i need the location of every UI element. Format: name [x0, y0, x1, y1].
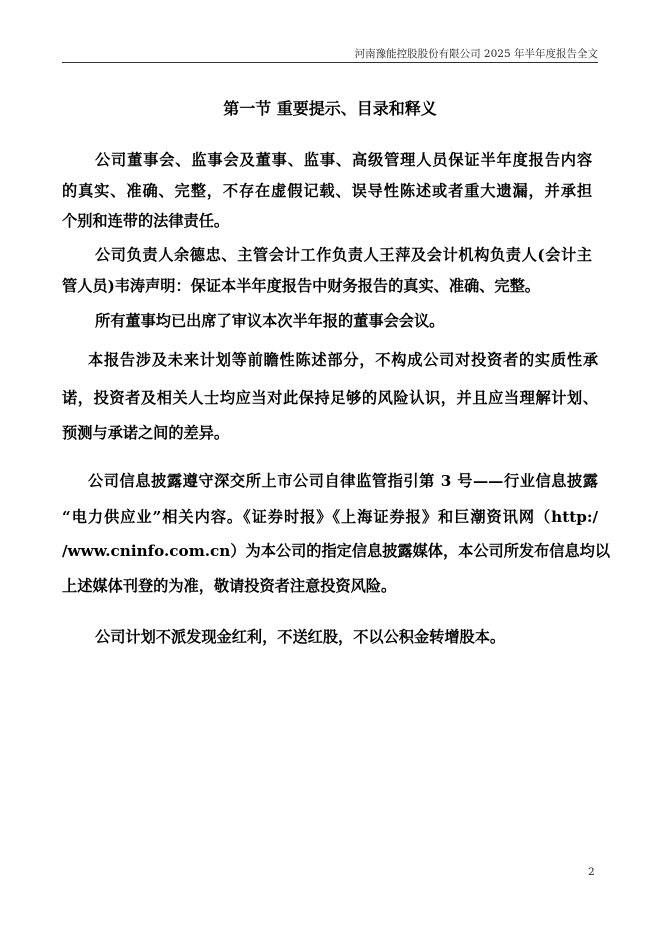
paragraph-line: “电力供应业”相关内容。《证券时报》《上海证券报》和巨潮资讯网（http:/ — [62, 508, 598, 526]
running-header: 河南豫能控股股份有限公司 2025 年半年度报告全文 — [354, 48, 598, 60]
paragraph-line: 公司负责人余德忠、主管会计工作负责人王萍及会计机构负责人(会计主 — [95, 246, 592, 264]
paragraph-line: 预测与承诺之间的差异。 — [62, 424, 230, 442]
paragraph-line: 公司信息披露遵守深交所上市公司自律监管指引第 3 号——行业信息披露 — [88, 472, 598, 490]
paragraph-line: 管人员)韦涛声明：保证本半年度报告中财务报告的真实、准确、完整。 — [62, 277, 540, 295]
header-divider — [62, 62, 598, 63]
paragraph-line: /www.cninfo.com.cn）为本公司的指定信息披露媒体，本公司所发布信息均以 — [62, 542, 611, 560]
section-title: 第一节 重要提示、目录和释义 — [223, 99, 437, 118]
paragraph-line: 本报告涉及未来计划等前瞻性陈述部分，不构成公司对投资者的实质性承 — [88, 351, 598, 369]
paragraph-line: 所有董事均已出席了审议本次半年报的董事会会议。 — [95, 312, 445, 330]
paragraph-line: 诺，投资者及相关人士均应当对此保持足够的风险认识，并且应当理解计划、 — [62, 389, 598, 407]
paragraph-line: 上述媒体刊登的为准，敬请投资者注意投资风险。 — [62, 577, 397, 595]
page-number: 2 — [588, 866, 595, 878]
paragraph-line: 公司计划不派发现金红利，不送红股，不以公积金转增股本。 — [95, 628, 506, 646]
paragraph-line: 的真实、准确、完整，不存在虚假记载、误导性陈述或者重大遗漏，并承担 — [62, 182, 592, 200]
paragraph-line: 个别和连带的法律责任。 — [62, 212, 230, 230]
paragraph-line: 公司董事会、监事会及董事、监事、高级管理人员保证半年度报告内容 — [95, 151, 592, 169]
